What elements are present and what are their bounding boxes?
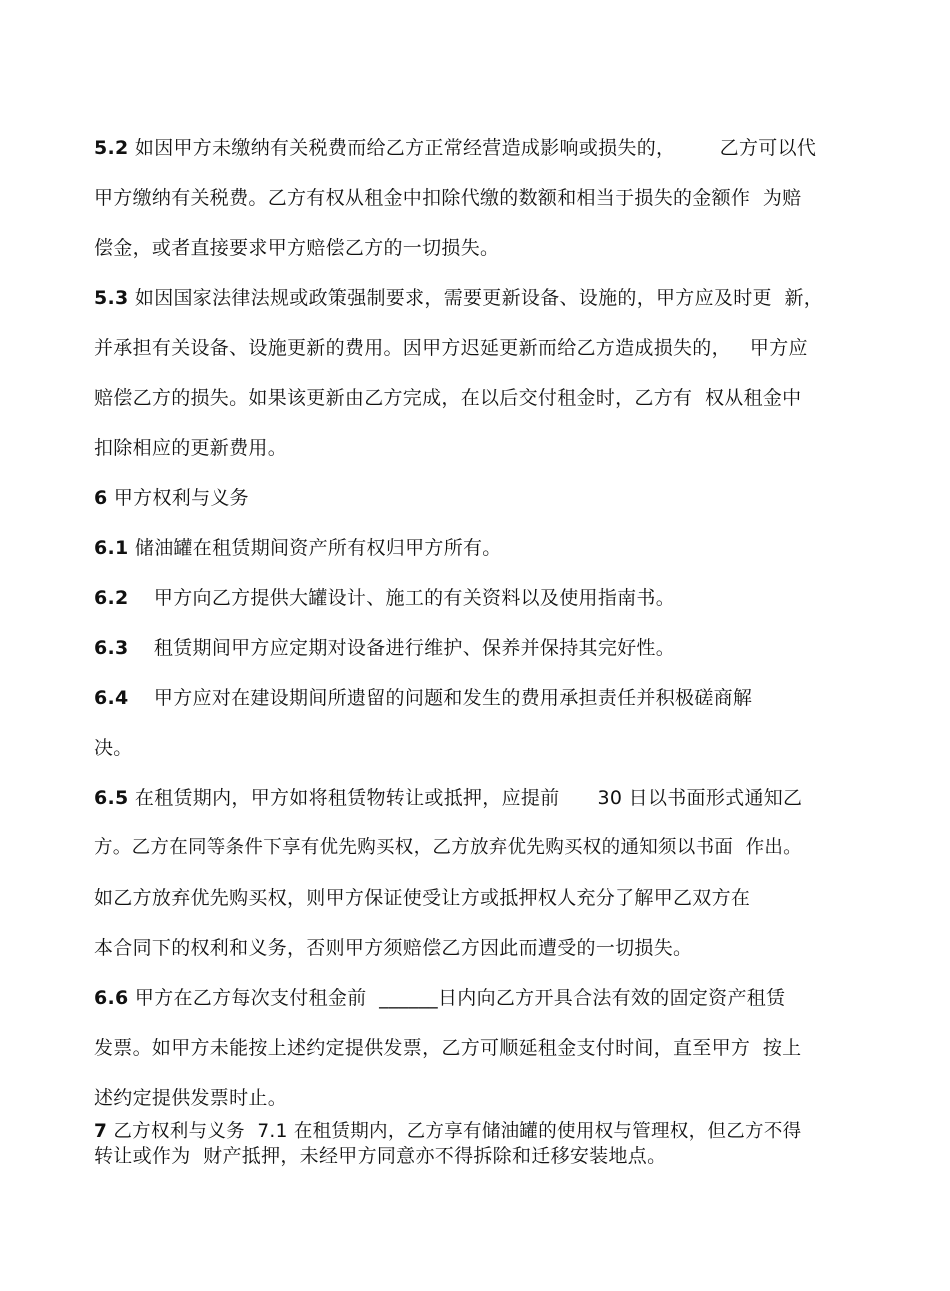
section-7-line [94, 1120, 801, 1144]
clause-number: 6.1 [94, 537, 129, 559]
line-text: 转让或作为 财产抵押，未经甲方同意亦不得拆除和迁移安装地点。 [94, 1145, 667, 1167]
clause-number: 5.3 [94, 287, 129, 309]
line-6-6-cont-2 [94, 1086, 287, 1110]
line-5-2 [94, 136, 816, 160]
line-text: 甲方向乙方提供大罐设计、施工的有关资料以及使用指南书。 [128, 587, 676, 609]
section-7-cont [94, 1144, 666, 1168]
line-text: 本合同下的权利和义务，否则甲方须赔偿乙方因此而遭受的一切损失。 [94, 937, 693, 959]
clause-number: 6.3 [94, 637, 129, 659]
line-text: 在租赁期内，甲方如将租赁物转让或抵押，应提前 30 日以书面形式通知乙 [128, 787, 803, 809]
line-text: 如因国家法律法规或政策强制要求，需要更新设备、设施的，甲方应及时更 新， [128, 287, 824, 309]
clause-number: 5.2 [94, 137, 129, 159]
line-text: 如因甲方未缴纳有关税费而给乙方正常经营造成影响或损失的， 乙方可以代 [128, 137, 817, 159]
line-6-5-cont-1 [94, 836, 802, 860]
line-5-3-cont-2 [94, 386, 801, 410]
line-text: 扣除相应的更新费用。 [94, 437, 288, 459]
line-6-1 [94, 536, 502, 560]
line-text: 决。 [94, 737, 133, 759]
line-5-2-cont-2 [94, 236, 499, 260]
line-6-4-cont [94, 736, 133, 760]
line-text: 甲方在乙方每次支付租金前 ______日内向乙方开具合法有效的固定资产租赁 [128, 987, 786, 1009]
clause-number: 6 [94, 487, 108, 509]
clause-number: 6.2 [94, 587, 129, 609]
clause-number: 6.5 [94, 787, 129, 809]
line-text: 偿金，或者直接要求甲方赔偿乙方的一切损失。 [94, 237, 500, 259]
line-6-6-cont-1 [94, 1036, 801, 1060]
line-text: 甲方权利与义务 [107, 487, 249, 509]
line-5-3 [94, 286, 823, 310]
line-text: 如乙方放弃优先购买权，则甲方保证使受让方或抵押权人充分了解甲乙双方在 [94, 887, 751, 909]
line-5-3-cont-3 [94, 436, 287, 460]
line-6-6 [94, 986, 785, 1010]
line-6-5-cont-3 [94, 936, 692, 960]
line-text: 发票。如甲方未能按上述约定提供发票，乙方可顺延租金支付时间，直至甲方 按上 [94, 1037, 802, 1059]
section-6-heading [94, 486, 249, 510]
line-text: 述约定提供发票时止。 [94, 1087, 288, 1109]
line-text: 乙方权利与义务 7.1 在租赁期内，乙方享有储油罐的使用权与管理权，但乙方不得 [107, 1121, 802, 1142]
line-6-3 [94, 636, 675, 660]
line-text: 储油罐在租赁期间资产所有权归甲方所有。 [128, 537, 502, 559]
line-5-2-cont-1 [94, 186, 801, 210]
clause-number: 6.6 [94, 987, 129, 1009]
line-text: 甲方缴纳有关税费。乙方有权从租金中扣除代缴的数额和相当于损失的金额作 为赔 [94, 187, 802, 209]
line-text: 并承担有关设备、设施更新的费用。因甲方迟延更新而给乙方造成损失的， 甲方应 [94, 337, 808, 359]
line-6-2 [94, 586, 675, 610]
line-text: 租赁期间甲方应定期对设备进行维护、保养并保持其完好性。 [128, 637, 676, 659]
line-text: 赔偿乙方的损失。如果该更新由乙方完成，在以后交付租金时，乙方有 权从租金中 [94, 387, 802, 409]
clause-number: 7 [94, 1121, 108, 1142]
line-6-5-cont-2 [94, 886, 750, 910]
line-text: 甲方应对在建设期间所遗留的问题和发生的费用承担责任并积极磋商解 [128, 687, 753, 709]
line-6-5 [94, 786, 802, 810]
line-text: 方。乙方在同等条件下享有优先购买权，乙方放弃优先购买权的通知须以书面 作出。 [94, 837, 802, 858]
line-6-4 [94, 686, 752, 710]
line-5-3-cont-1 [94, 336, 808, 360]
clause-number: 6.4 [94, 687, 129, 709]
